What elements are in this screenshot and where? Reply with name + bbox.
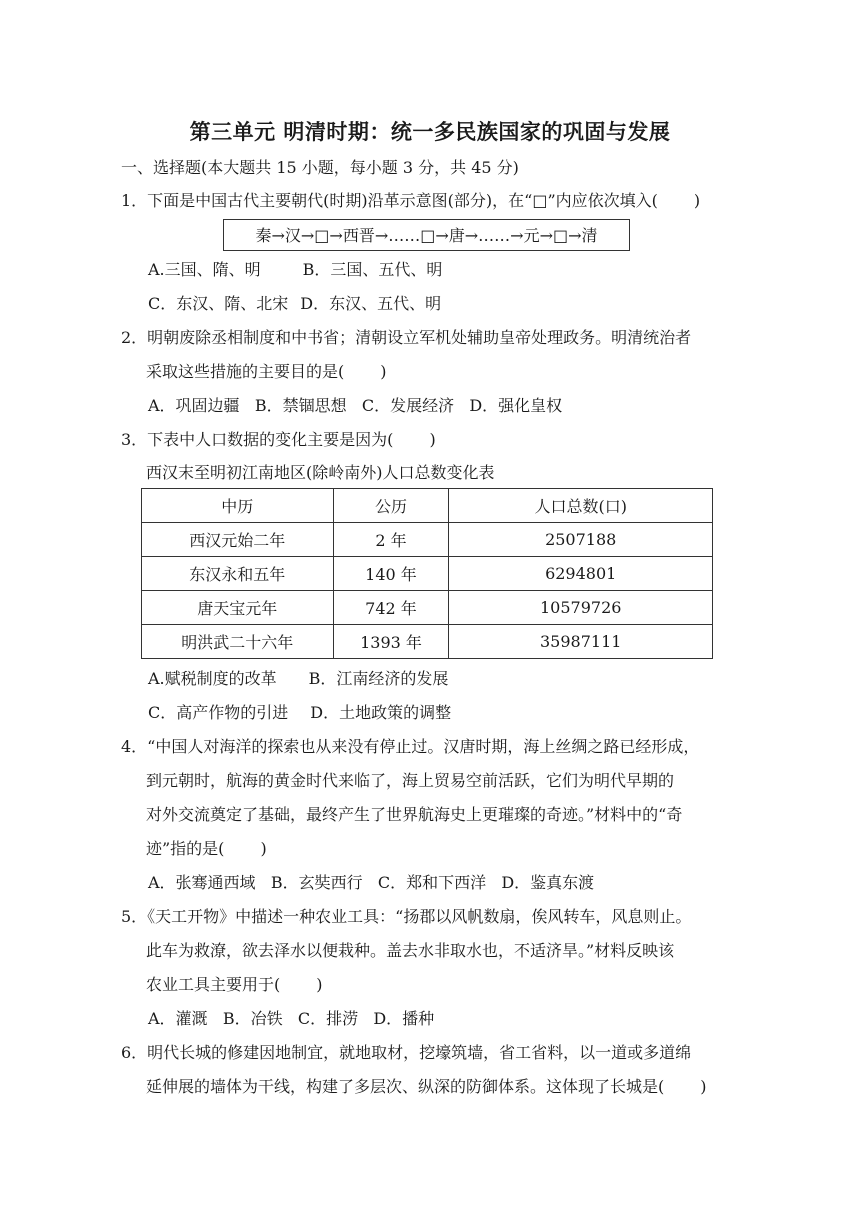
table-caption: 西汉末至明初江南地区(除岭南外)人口总数变化表 — [146, 463, 495, 482]
question-3-stem — [121, 429, 436, 451]
question-4-stem-line-2: 到元朝时，航海的黄金时代来临了，海上贸易空前活跃，它们为明代早期的 — [146, 771, 675, 790]
question-4-stem-line-3: 对外交流奠定了基础，最终产生了世界航海史上更璀璨的奇迹。”材料中的“奇 — [146, 805, 683, 824]
table-row — [142, 523, 713, 557]
table-header-cell: 中历 — [142, 489, 334, 523]
table-cell: 10579726 — [449, 591, 713, 625]
option-d: D．土地政策的调整 — [310, 703, 452, 722]
option-a: A.三国、隋、明 — [148, 260, 261, 279]
question-6-stem-line-1: 6．明代长城的修建因地制宜，就地取材，挖壕筑墙，省工省料，以一道或多道绵 — [121, 1043, 692, 1062]
question-1-stem: 1．下面是中国古代主要朝代(时期)沿革示意图(部分)，在“□”内应依次填入( — [121, 191, 658, 210]
question-2-stem-line-2 — [146, 361, 387, 383]
table-cell: 742 年 — [333, 591, 449, 625]
question-2-options: A．巩固边疆 B．禁锢思想 C．发展经济 D．强化皇权 — [148, 396, 563, 415]
question-4-options: A．张骞通西域 B．玄奘西行 C．郑和下西洋 D．鉴真东渡 — [148, 873, 595, 892]
option-b: B．江南经济的发展 — [308, 669, 449, 688]
population-table — [141, 488, 713, 659]
section-heading: 一、选择题(本大题共 15 小题，每小题 3 分，共 45 分) — [121, 158, 519, 177]
option-d: D．东汉、五代、明 — [300, 294, 442, 313]
option-c: C．高产作物的引进 — [148, 703, 289, 722]
question-2-stem-text: 采取这些措施的主要目的是( — [146, 362, 345, 381]
close-paren: ) — [380, 362, 387, 381]
question-4-stem-text: 迹”指的是( — [146, 839, 225, 858]
question-6-stem-text: 延伸展的墙体为干线，构建了多层次、纵深的防御体系。这体现了长城是( — [146, 1077, 665, 1096]
question-5-stem-line-2: 此车为救潦，欲去泽水以便栽种。盖去水非取水也，不适济旱。”材料反映该 — [146, 941, 675, 960]
page-title: 第三单元 明清时期：统一多民族国家的巩固与发展 — [189, 120, 671, 144]
table-header-row — [142, 489, 713, 523]
question-5-stem-text: 农业工具主要用于( — [146, 975, 281, 994]
question-2-stem-line-1: 2．明朝废除丞相制度和中书省；清朝设立军机处辅助皇帝处理政务。明清统治者 — [121, 328, 692, 347]
option-c: C．东汉、隋、北宋 — [148, 294, 289, 313]
table-cell: 1393 年 — [333, 625, 449, 659]
question-4-stem-line-4 — [146, 838, 267, 860]
table-cell: 6294801 — [449, 557, 713, 591]
close-paren: ) — [700, 1077, 707, 1096]
table-cell: 唐天宝元年 — [142, 591, 334, 625]
table-cell: 2 年 — [333, 523, 449, 557]
table-row — [142, 557, 713, 591]
close-paren: ) — [693, 191, 701, 210]
dynasty-flow-box: 秦→汉→□→西晋→……□→唐→……→元→□→清 — [223, 219, 630, 251]
question-6-stem-line-2 — [146, 1076, 707, 1098]
option-b: B．三国、五代、明 — [302, 260, 443, 279]
table-row — [142, 591, 713, 625]
question-5-stem-line-3 — [146, 974, 323, 996]
question-3-stem-text: 3．下表中人口数据的变化主要是因为( — [121, 430, 394, 449]
table-header-cell: 公历 — [333, 489, 449, 523]
close-paren: ) — [260, 839, 267, 858]
close-paren: ) — [429, 430, 436, 449]
question-1-options-row-2 — [148, 293, 441, 315]
table-row — [142, 625, 713, 659]
table-cell: 2507188 — [449, 523, 713, 557]
question-3-options-row-1 — [148, 668, 448, 690]
question-5-stem-line-1: 5．《天工开物》中描述一种农业工具：“扬郡以风帆数扇，俟风转车，风息则止。 — [121, 907, 692, 926]
table-cell: 35987111 — [449, 625, 713, 659]
table-cell: 140 年 — [333, 557, 449, 591]
table-cell: 西汉元始二年 — [142, 523, 334, 557]
question-4-stem-line-1: 4．“中国人对海洋的探索也从来没有停止过。汉唐时期，海上丝绸之路已经形成， — [121, 737, 700, 756]
question-1-options-row-1 — [148, 259, 442, 281]
question-5-options: A．灌溉 B．冶铁 C．排涝 D．播种 — [148, 1009, 435, 1028]
option-a: A.赋税制度的改革 — [148, 669, 277, 688]
table-cell: 东汉永和五年 — [142, 557, 334, 591]
close-paren: ) — [316, 975, 323, 994]
question-3-options-row-2 — [148, 702, 451, 724]
question-1 — [121, 190, 700, 212]
table-cell: 明洪武二十六年 — [142, 625, 334, 659]
table-header-cell: 人口总数(口) — [449, 489, 713, 523]
